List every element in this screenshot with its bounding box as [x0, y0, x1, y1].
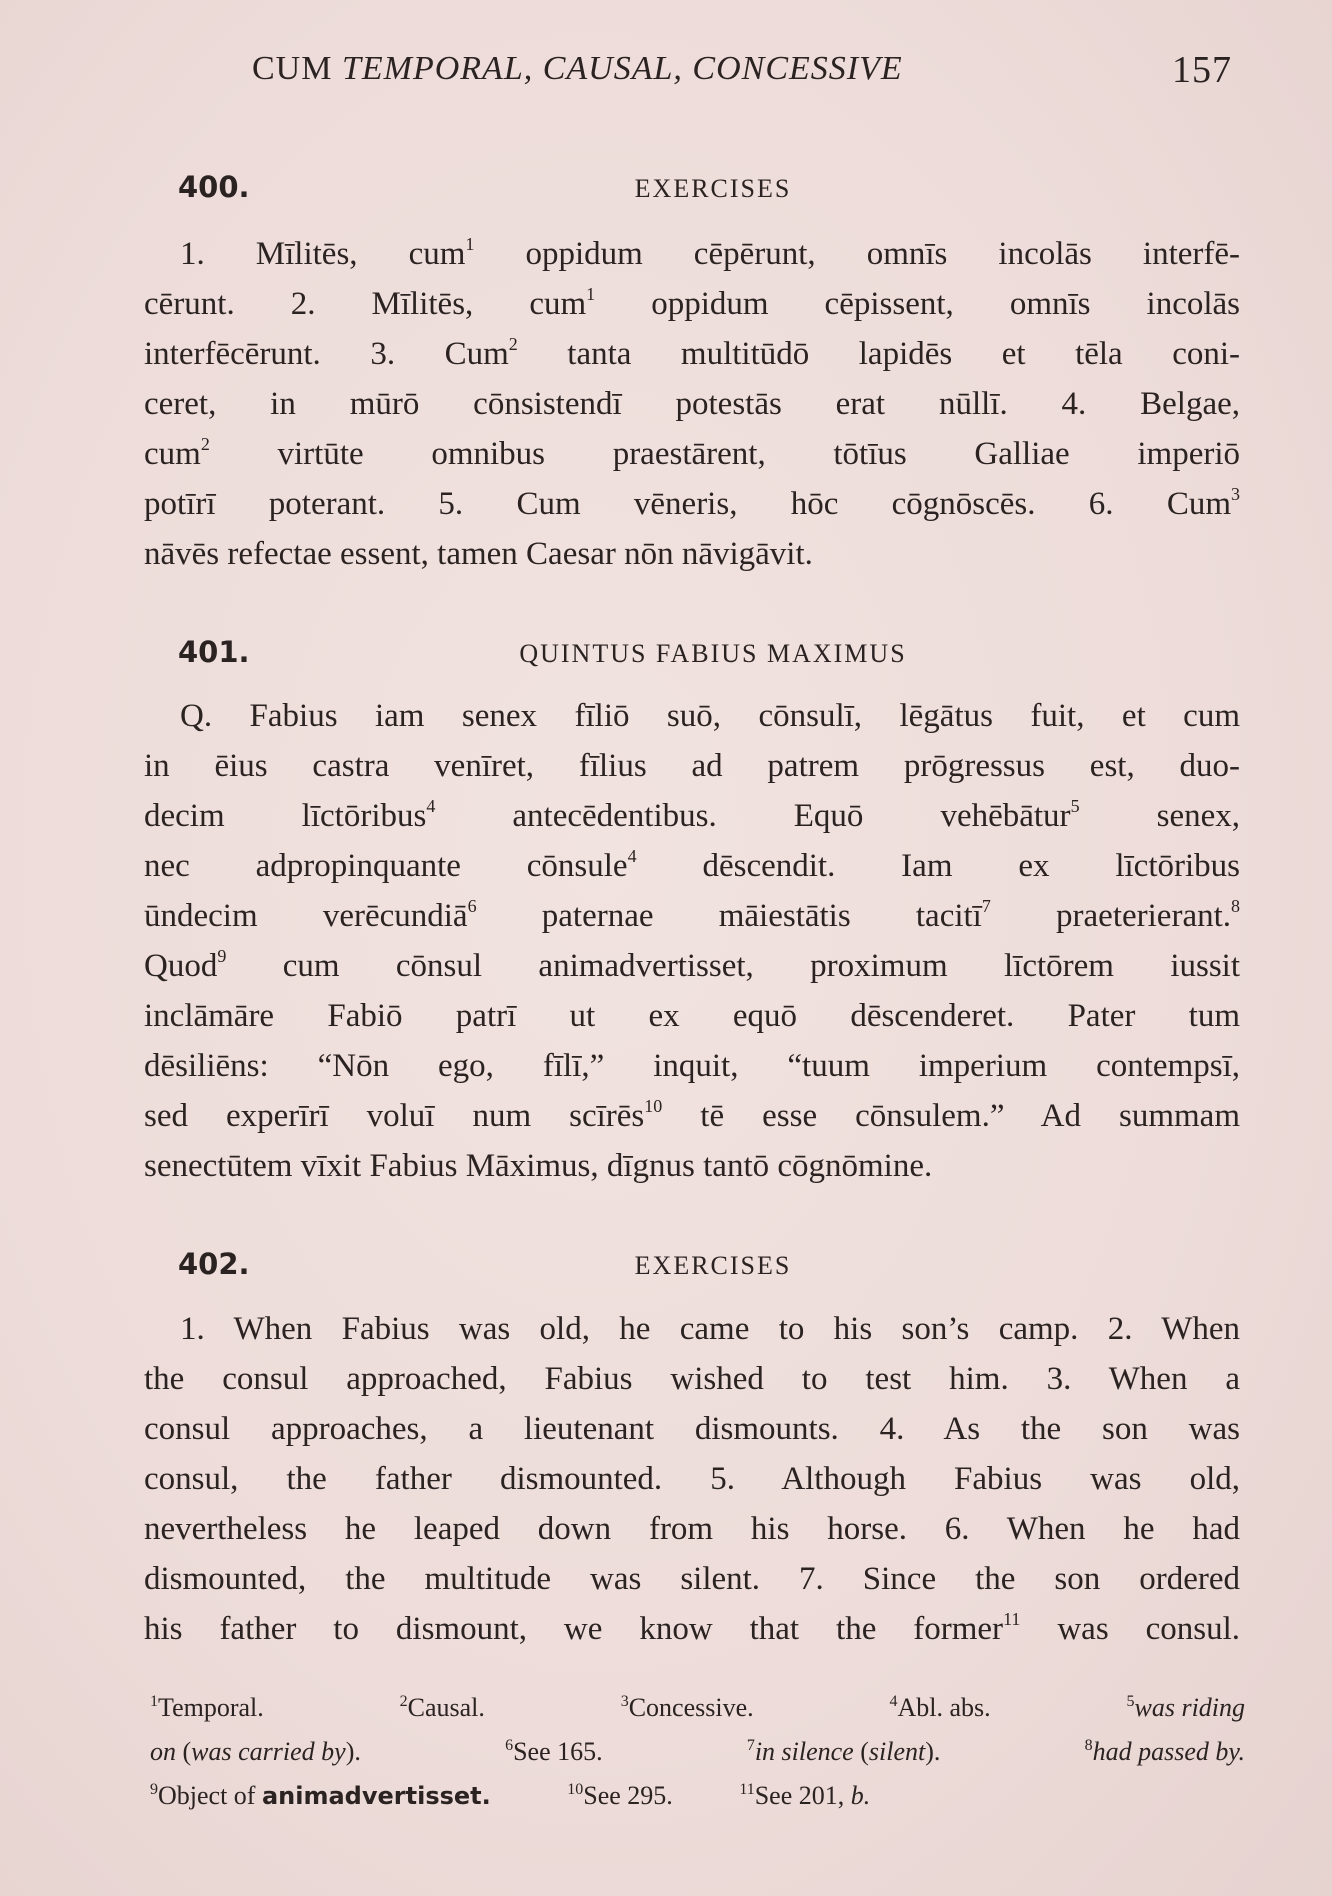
footnote-8: $^8$had passed by.: [1084, 1737, 1245, 1766]
section-title: QUINTUS FABIUS MAXIMUS: [519, 639, 907, 668]
section-401-heading: [178, 635, 1248, 675]
text-line: consul, the father dismounted. 5. Although Fabius was old,: [144, 1461, 1240, 1497]
footnote-1: $^1$Temporal.: [150, 1693, 264, 1722]
text-line: interfēcērunt. 3. Cum$^2$ tanta multitūdō lapidēs et tēla coni-: [144, 334, 1241, 372]
text-line: cum$^2$ virtūte omnibus praestārent, tōtīus Galliae imperiō: [144, 434, 1240, 472]
running-head-italic: TEMPORAL, CAUSAL, CONCESSIVE: [341, 50, 903, 87]
section-402-text: [144, 1304, 1240, 1654]
running-head-cum: CUM: [252, 50, 342, 87]
text-line: inclāmāre Fabiō patrī ut ex equō dēscenderet. Pater tum: [144, 998, 1240, 1034]
text-line: in ēius castra venīret, fīlius ad patrem prōgressus est, duo-: [144, 748, 1240, 784]
footnote-6: $^6$See 165.: [505, 1737, 603, 1766]
running-head: [252, 49, 1232, 91]
footnote-2: $^2$Causal.: [399, 1693, 485, 1722]
footnote-7: $^7$in silence (silent).: [746, 1737, 941, 1766]
footnote-line: [150, 1730, 1245, 1774]
section-number: 401.: [178, 635, 250, 669]
text-line: dēsiliēns: “Nōn ego, fīlī,” inquit, “tuum imperium contempsī,: [144, 1048, 1240, 1084]
footnote-4: $^4$Abl. abs.: [889, 1693, 991, 1722]
footnote-9: $^9$Object of animadvertisset.: [150, 1781, 491, 1810]
footnote-5-cont: on (was carried by).: [150, 1737, 361, 1766]
section-400-text: [144, 229, 1240, 579]
section-title: EXERCISES: [634, 1251, 792, 1280]
text-line: consul approaches, a lieutenant dismounts. 4. As the son was: [144, 1411, 1240, 1447]
footnote-line: [150, 1774, 1245, 1818]
text-line: Q. Fabius iam senex fīliō suō, cōnsulī, lēgātus fuit, et cum: [180, 698, 1240, 734]
section-number: 400.: [178, 170, 250, 204]
text-line: potīrī poterant. 5. Cum vēneris, hōc cōgnōscēs. 6. Cum$^3$: [144, 484, 1240, 522]
footnotes: [150, 1686, 1245, 1818]
text-line: nevertheless he leaped down from his horse. 6. When he had: [144, 1511, 1240, 1547]
text-line: nāvēs refectae essent, tamen Caesar nōn nāvigāvit.: [144, 536, 813, 572]
footnote-5: $^5$was riding: [1126, 1693, 1246, 1722]
text-line: sed experīrī voluī num scīrēs$^{10}$ tē esse cōnsulem.” Ad summam: [144, 1096, 1241, 1134]
text-line: the consul approached, Fabius wished to test him. 3. When a: [144, 1361, 1240, 1397]
section-400-heading: [178, 170, 1248, 210]
running-head-title: [252, 50, 903, 88]
text-line: 1. When Fabius was old, he came to his son’s camp. 2. When: [180, 1311, 1240, 1347]
footnote-10: $^{10}$See 295.: [567, 1781, 673, 1810]
text-line: his father to dismount, we know that the former$^{11}$ was consul.: [144, 1609, 1241, 1647]
footnote-11: $^{11}$See 201, b.: [739, 1781, 871, 1810]
text-line: 1. Mīlitēs, cum$^1$ oppidum cēpērunt, omnīs incolās interfē-: [180, 234, 1241, 272]
text-line: nec adpropinquante cōnsule$^4$ dēscendit. Iam ex līctōribus: [144, 846, 1240, 884]
page-number: 157: [1172, 49, 1232, 91]
section-402-heading: [178, 1247, 1248, 1287]
text-line: ūndecim verēcundiā$^6$ paternae māiestātis tacitī$^7$ praeterierant.$^8$: [144, 896, 1241, 934]
section-number: 402.: [178, 1247, 250, 1281]
text-line: senectūtem vīxit Fabius Māximus, dīgnus tantō cōgnōmine.: [144, 1148, 933, 1184]
section-title: EXERCISES: [634, 174, 792, 203]
text-line: dismounted, the multitude was silent. 7. Since the son ordered: [144, 1561, 1240, 1597]
text-line: Quod$^9$ cum cōnsul animadvertisset, proximum līctōrem iussit: [144, 946, 1241, 984]
footnote-line: [150, 1686, 1245, 1730]
footnote-3: $^3$Concessive.: [620, 1693, 754, 1722]
text-line: ceret, in mūrō cōnsistendī potestās erat nūllī. 4. Belgae,: [144, 386, 1240, 422]
section-401-text: [144, 691, 1240, 1191]
text-line: decim līctōribus$^4$ antecēdentibus. Equō vehēbātur$^5$ senex,: [144, 796, 1240, 834]
text-line: cērunt. 2. Mīlitēs, cum$^1$ oppidum cēpissent, omnīs incolās: [144, 284, 1241, 322]
